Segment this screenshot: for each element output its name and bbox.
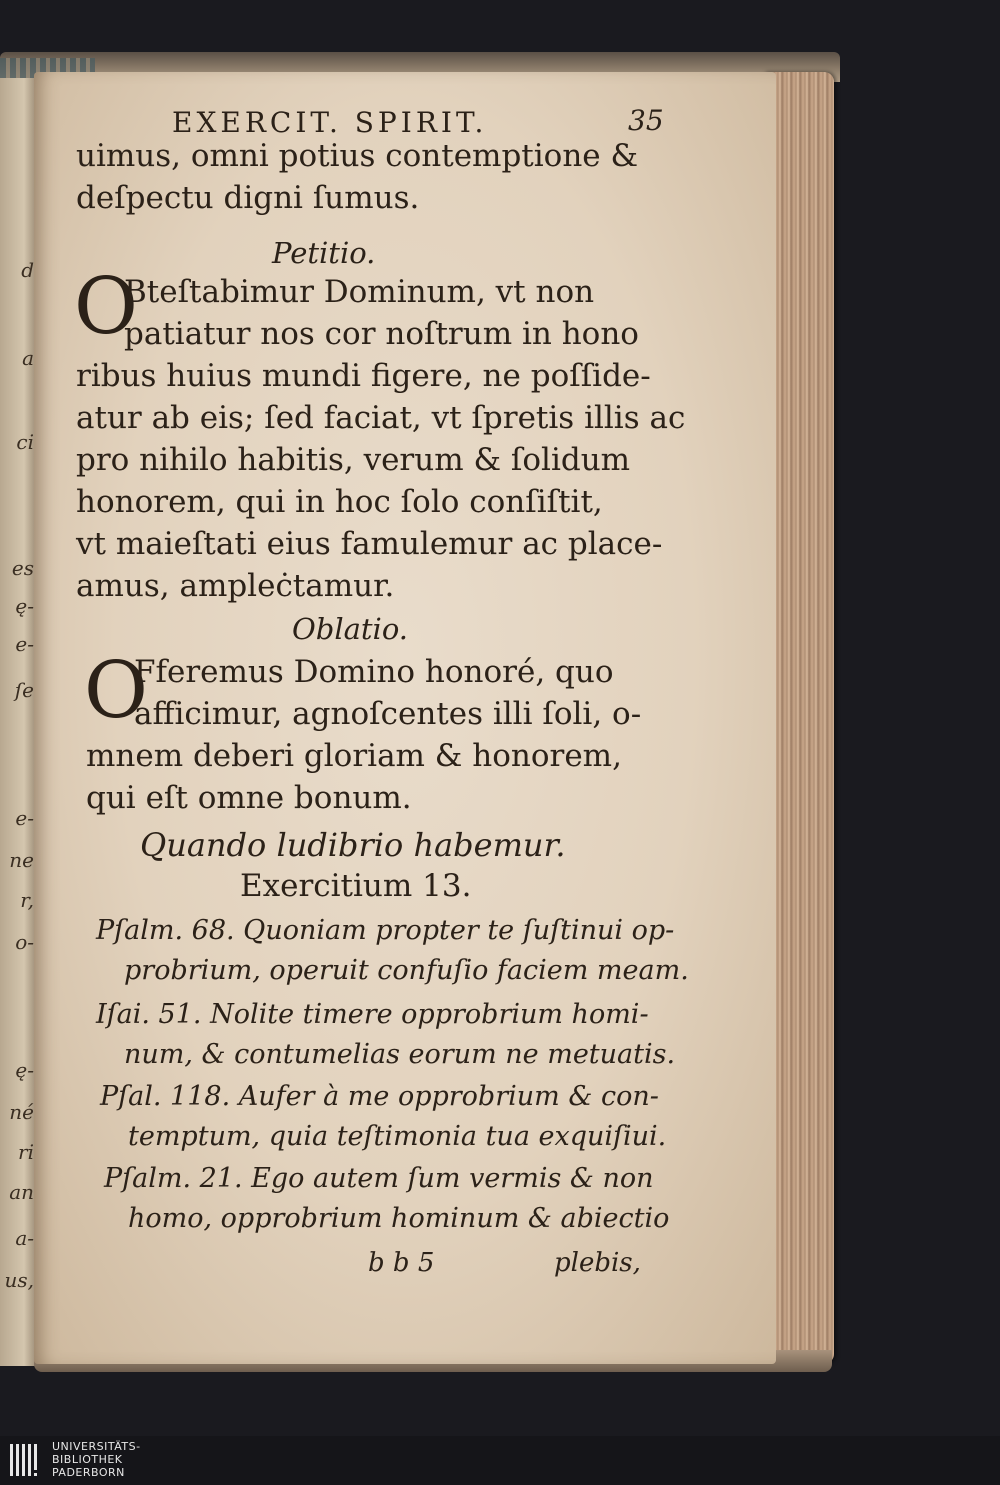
library-name	[52, 1440, 141, 1479]
drop-capital: O	[84, 646, 148, 736]
page-number: 35	[628, 104, 664, 137]
text-line: atur ab eis; ſed faciat, vt ſpretis illis ac	[76, 400, 686, 436]
section-title: Quando ludibrio habemur.	[140, 826, 566, 864]
left-fragment: ę-	[15, 594, 34, 618]
citation-line: probrium, operuit confuſio faciem meam.	[124, 955, 689, 986]
left-fragment: an	[9, 1180, 34, 1204]
left-fragment: ſe	[14, 678, 34, 702]
text-line: vt maieſtati eius famulemur ac place-	[76, 526, 663, 562]
left-fragment: es	[11, 556, 34, 580]
library-name-line: BIBLIOTHEK	[52, 1453, 123, 1466]
library-logo-icon	[8, 1440, 46, 1480]
text-line: Fferemus Domino honoré, quo	[134, 654, 614, 690]
left-fragment: ri	[18, 1140, 34, 1164]
citation-line: Pſalm. 68. Quoniam propter te ſuſtinui op-	[96, 915, 675, 946]
text-line: Bteſtabimur Dominum, vt non	[124, 274, 595, 310]
left-fragment: o-	[15, 930, 34, 954]
citation-line: Pſalm. 21. Ego autem ſum vermis & non	[104, 1163, 654, 1194]
drop-capital: O	[74, 262, 138, 352]
text-line: afficimur, agnoſcentes illi ſoli, o-	[134, 696, 642, 732]
left-fragment: ne	[9, 848, 34, 872]
text-line: honorem, qui in hoc ſolo conſiſtit,	[76, 484, 603, 520]
text-line: qui eſt omne bonum.	[86, 780, 412, 816]
text-line: ribus huius mundi figere, ne poſſide-	[76, 358, 651, 394]
left-fragment: us,	[4, 1268, 34, 1292]
library-name-line: PADERBORN	[52, 1466, 125, 1479]
text-line: deſpectu digni ſumus.	[76, 180, 420, 216]
running-head: EXERCIT. SPIRIT.	[172, 106, 488, 139]
citation-line: num, & contumelias eorum ne metuatis.	[124, 1039, 676, 1070]
left-fragment: ę-	[15, 1058, 34, 1082]
citation-line: homo, opprobrium hominum & abiectio	[128, 1203, 670, 1234]
citation-line: Pſal. 118. Aufer à me opprobrium & con-	[100, 1081, 659, 1112]
petitio-heading: Petitio.	[272, 236, 376, 270]
left-fragment: e-	[15, 806, 34, 830]
oblatio-heading: Oblatio.	[292, 612, 408, 646]
citation-line: temptum, quia teſtimonia tua exquiſiui.	[128, 1121, 667, 1152]
left-fragment: a-	[15, 1226, 34, 1250]
library-name-line: UNIVERSITÄTS-	[52, 1440, 141, 1453]
text-line: patiatur nos cor noſtrum in hono	[124, 316, 639, 352]
section-subtitle: Exercitium 13.	[240, 868, 472, 904]
text-line: amus, ampleċtamur.	[76, 568, 395, 604]
text-line: mnem deberi gloriam & honorem,	[86, 738, 622, 774]
left-fragment: d	[21, 258, 34, 282]
left-fragment: ci	[16, 430, 34, 454]
footer-bar	[0, 1436, 1000, 1485]
text-line: uimus, omni potius contemptione &	[76, 138, 639, 174]
left-fragment: né	[9, 1100, 34, 1124]
left-fragment: r,	[20, 888, 34, 912]
citation-line: Iſai. 51. Nolite timere opprobrium homi-	[96, 999, 649, 1030]
text-line: pro nihilo habitis, verum & ſolidum	[76, 442, 631, 478]
catchword: plebis,	[554, 1248, 641, 1278]
signature-mark: b b 5	[368, 1248, 435, 1278]
left-fragment: a	[22, 346, 34, 370]
left-fragment: e-	[15, 632, 34, 656]
